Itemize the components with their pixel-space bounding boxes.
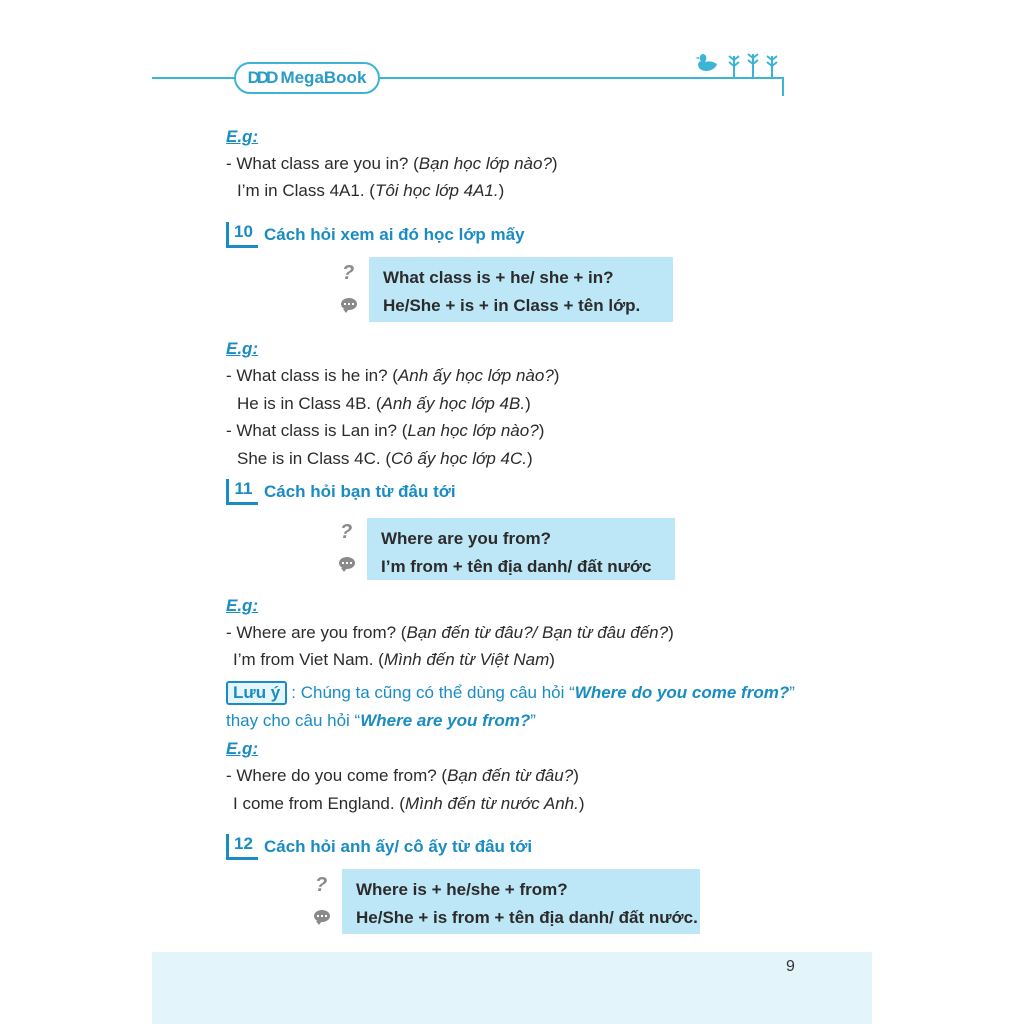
formula-box bbox=[367, 518, 675, 580]
example-line bbox=[237, 179, 504, 203]
example-en: - What class is Lan in? ( bbox=[226, 421, 408, 440]
example-en: She is in Class 4C. ( bbox=[237, 449, 391, 468]
example-end: ) bbox=[573, 766, 579, 785]
header-line-right bbox=[380, 77, 784, 79]
example-vn: Bạn đến từ đâu?/ Bạn từ đâu đến? bbox=[406, 623, 669, 642]
example-vn: Mình đến từ nước Anh. bbox=[404, 794, 579, 813]
example-en: I come from England. ( bbox=[233, 794, 405, 813]
example-line bbox=[226, 152, 558, 176]
example-end: ) bbox=[498, 181, 505, 200]
example-line bbox=[226, 419, 544, 443]
wheat-icon bbox=[726, 50, 782, 78]
example-line bbox=[233, 648, 555, 672]
section-number: 11 bbox=[226, 479, 258, 505]
example-line bbox=[237, 447, 533, 471]
example-vn: Bạn đến từ đâu? bbox=[447, 766, 574, 785]
example-end: ) bbox=[526, 449, 533, 468]
note-emphasis: Where do you come from? bbox=[574, 683, 790, 702]
header-line-left bbox=[152, 77, 236, 79]
speech-bubble-icon bbox=[339, 557, 355, 569]
question-icon: ? bbox=[342, 262, 355, 284]
section-header-11 bbox=[226, 479, 456, 505]
formula-box bbox=[369, 257, 673, 322]
example-en: - What class are you in? ( bbox=[226, 154, 419, 173]
example-label: E.g: bbox=[226, 127, 259, 146]
example-line bbox=[233, 792, 585, 816]
formula-question: Where is + he/she + from? bbox=[356, 880, 568, 899]
megabook-logo bbox=[234, 62, 380, 94]
speech-bubble-icon bbox=[341, 298, 357, 310]
header-line-drop bbox=[782, 77, 784, 96]
formula-question: Where are you from? bbox=[381, 529, 552, 548]
example-vn: Cô ấy học lớp 4C. bbox=[391, 449, 527, 468]
formula-answer: I’m from + tên địa danh/ đất nước bbox=[381, 557, 652, 576]
example-end: ) bbox=[668, 623, 674, 642]
note-text: ” bbox=[530, 711, 536, 730]
logo-mark: DDD bbox=[247, 68, 276, 87]
note-emphasis: Where are you from? bbox=[360, 711, 531, 730]
example-end: ) bbox=[551, 154, 558, 173]
example-vn: Mình đến từ Việt Nam bbox=[383, 650, 550, 669]
section-title: Cách hỏi anh ấy/ cô ấy từ đâu tới bbox=[264, 837, 533, 856]
example-label: E.g: bbox=[226, 596, 259, 615]
example-en: - Where are you from? ( bbox=[226, 623, 407, 642]
example-en: - What class is he in? ( bbox=[226, 366, 398, 385]
example-end: ) bbox=[549, 650, 555, 669]
section-header-10 bbox=[226, 222, 525, 248]
example-label: E.g: bbox=[226, 739, 259, 758]
note-text: thay cho câu hỏi “ bbox=[226, 711, 361, 730]
note-line bbox=[226, 681, 795, 705]
example-en: I’m in Class 4A1. ( bbox=[237, 181, 375, 200]
question-icon: ? bbox=[315, 874, 328, 896]
example-vn: Bạn học lớp nào? bbox=[418, 154, 552, 173]
example-en: I’m from Viet Nam. ( bbox=[233, 650, 384, 669]
page-number: 9 bbox=[786, 958, 795, 975]
example-end: ) bbox=[538, 421, 545, 440]
question-icon: ? bbox=[340, 521, 353, 543]
section-number: 10 bbox=[226, 222, 258, 248]
example-line bbox=[226, 621, 674, 645]
note-badge: Lưu ý bbox=[226, 681, 287, 705]
speech-bubble-icon bbox=[314, 910, 330, 922]
example-vn: Lan học lớp nào? bbox=[407, 421, 539, 440]
example-en: He is in Class 4B. ( bbox=[237, 394, 382, 413]
example-line bbox=[226, 364, 559, 388]
example-vn: Anh ấy học lớp nào? bbox=[397, 366, 554, 385]
note-text: : Chúng ta cũng có thể dùng câu hỏi “ bbox=[291, 683, 575, 702]
formula-answer: He/She + is from + tên địa danh/ đất nước. bbox=[356, 908, 698, 927]
logo-text: MegaBook bbox=[280, 68, 367, 87]
example-end: ) bbox=[578, 794, 585, 813]
note-text: ” bbox=[789, 683, 795, 702]
example-vn: Tôi học lớp 4A1. bbox=[374, 181, 499, 200]
example-line bbox=[237, 392, 531, 416]
example-end: ) bbox=[525, 394, 531, 413]
example-end: ) bbox=[553, 366, 560, 385]
page-footer bbox=[152, 952, 872, 1024]
duck-icon bbox=[694, 50, 722, 78]
formula-answer: He/She + is + in Class + tên lớp. bbox=[383, 296, 641, 315]
formula-box bbox=[342, 869, 700, 934]
example-vn: Anh ấy học lớp 4B. bbox=[381, 394, 526, 413]
formula-question: What class is + he/ she + in? bbox=[383, 268, 614, 287]
note-line bbox=[226, 709, 536, 733]
example-label: E.g: bbox=[226, 339, 259, 358]
example-en: - Where do you come from? ( bbox=[226, 766, 448, 785]
section-header-12 bbox=[226, 834, 532, 860]
section-title: Cách hỏi bạn từ đâu tới bbox=[264, 482, 456, 501]
section-title: Cách hỏi xem ai đó học lớp mấy bbox=[264, 225, 525, 244]
section-number: 12 bbox=[226, 834, 258, 860]
example-line bbox=[226, 764, 579, 788]
